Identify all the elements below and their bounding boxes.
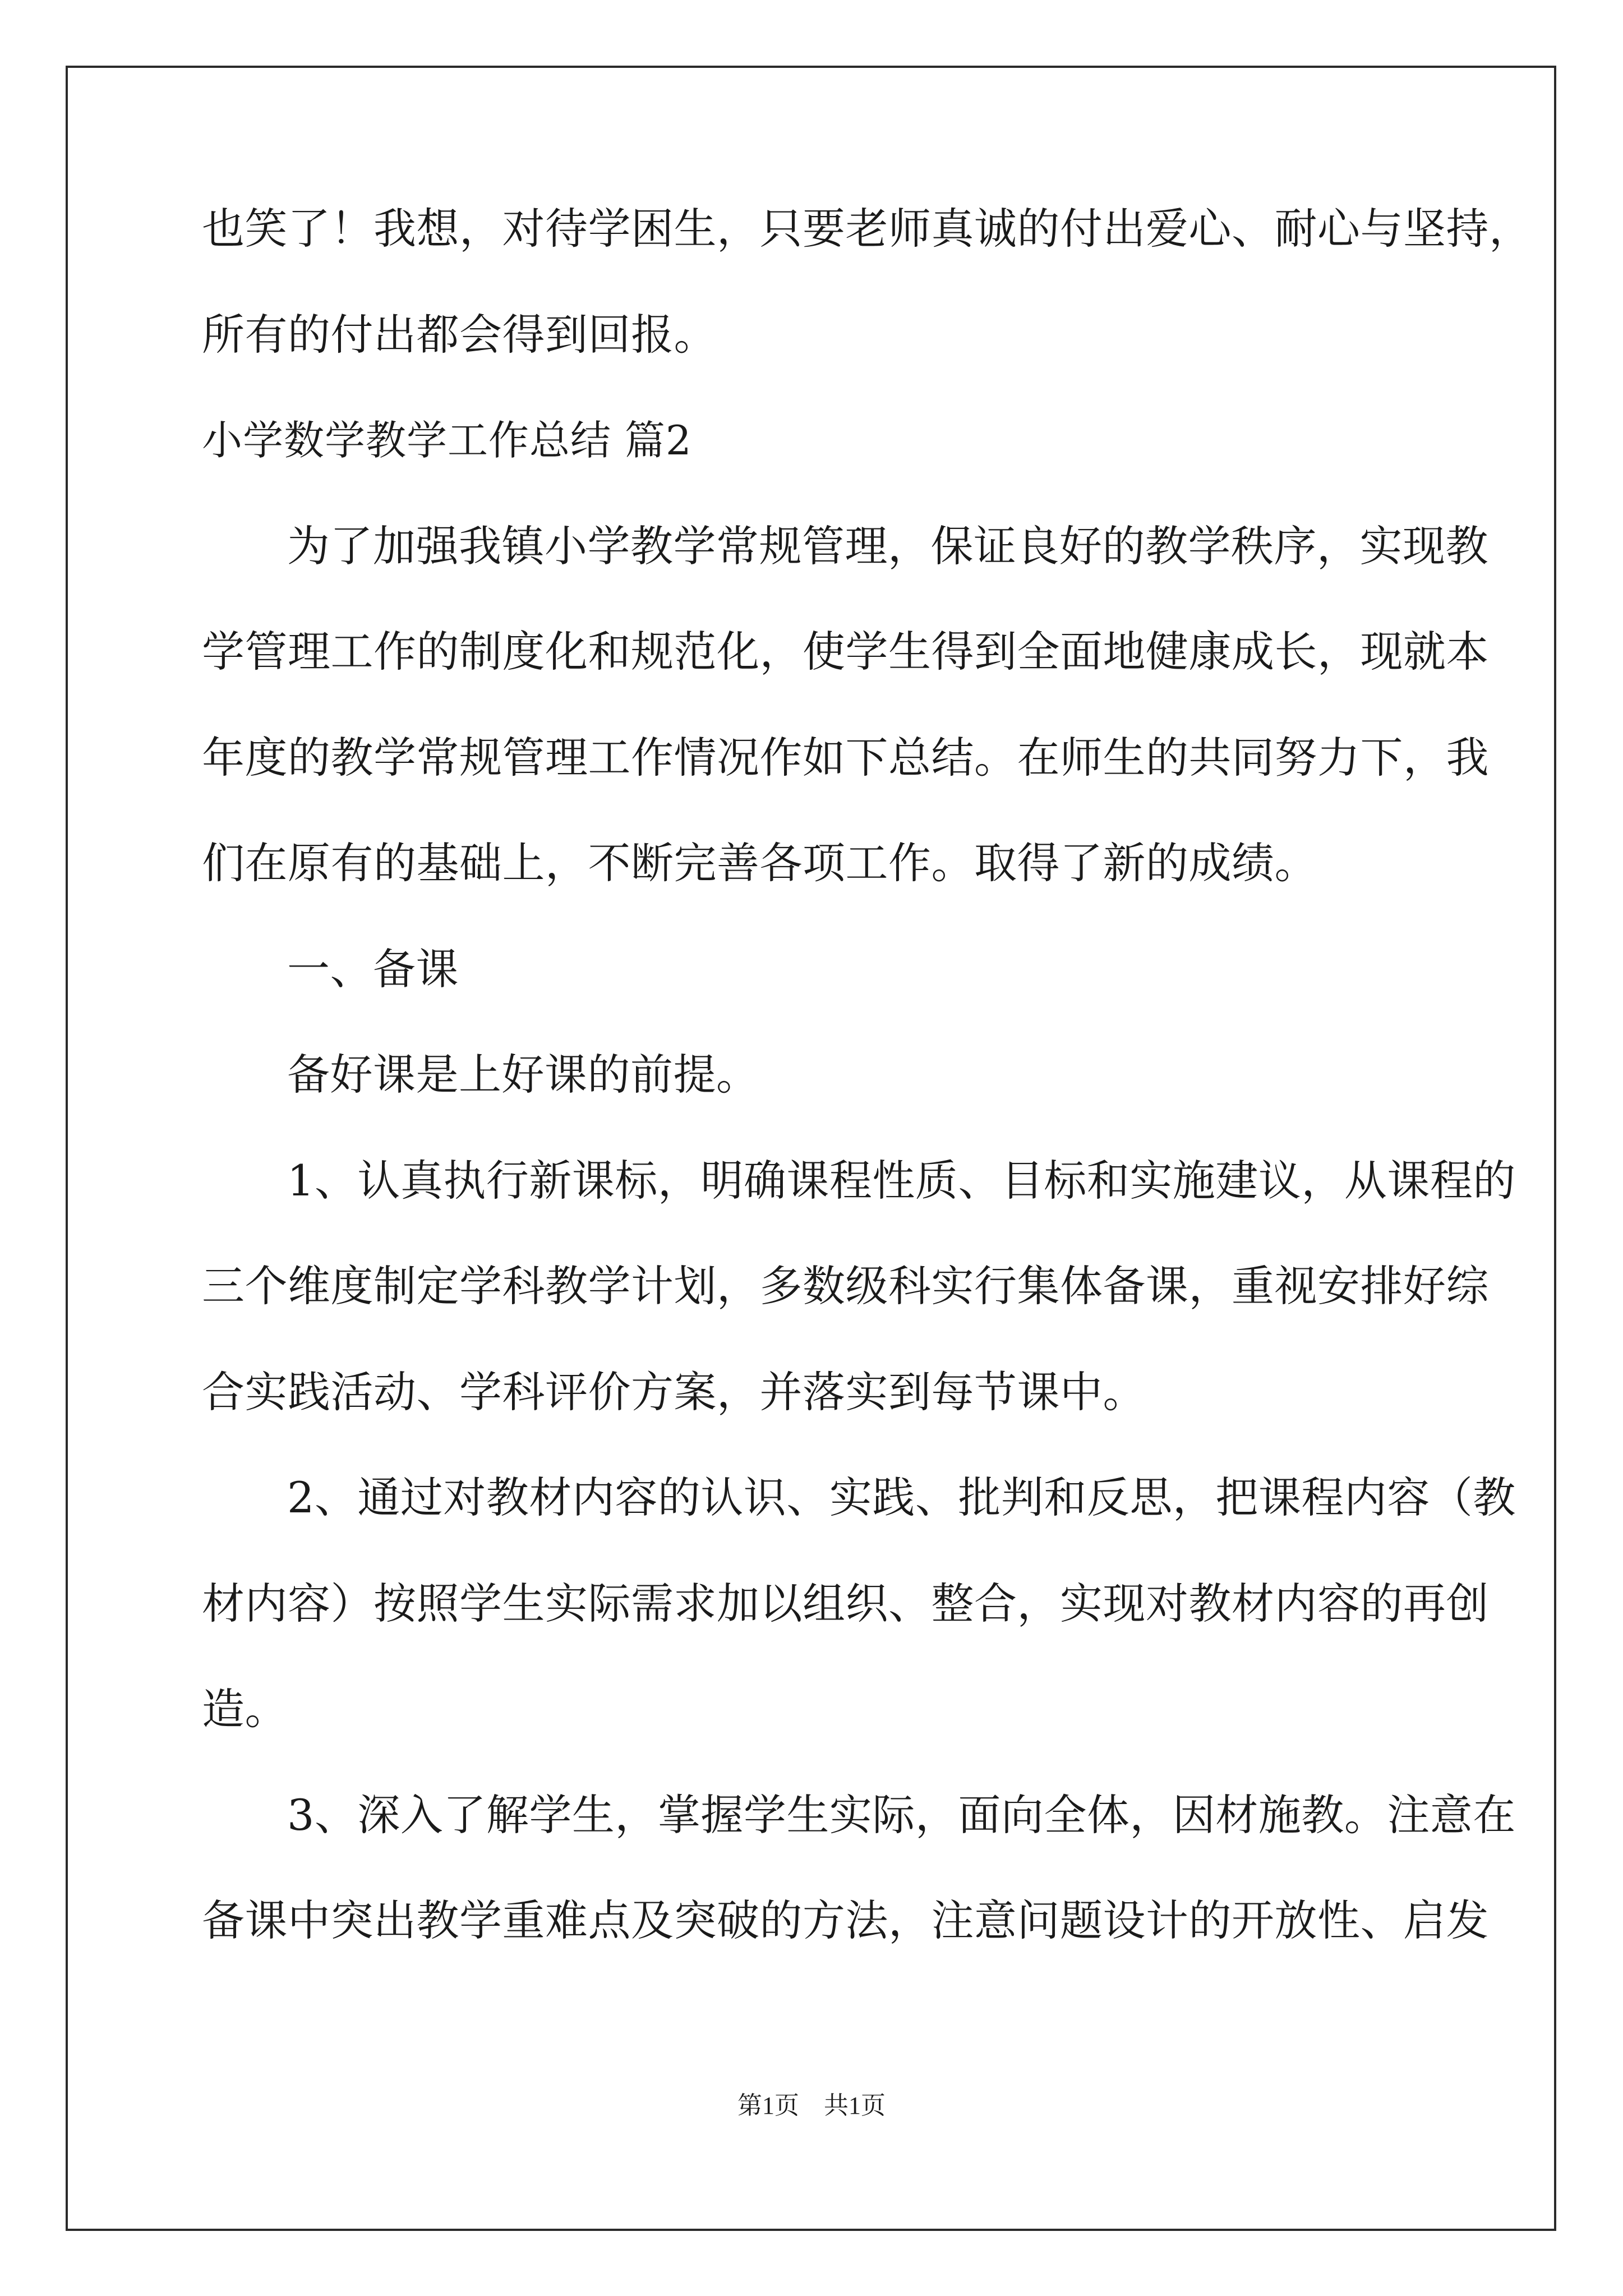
- text-line: 备课中突出教学重难点及突破的方法，注意问题设计的开放性、启发: [202, 1895, 1489, 1945]
- subheading: 一、备课: [287, 944, 459, 994]
- text-line: 造。: [202, 1684, 288, 1734]
- text-line: 1、认真执行新课标，明确课程性质、目标和实施建议，从课程的: [287, 1155, 1516, 1205]
- text-line: 3、深入了解学生，掌握学生实际，面向全体，因材施教。注意在: [287, 1789, 1516, 1840]
- page-footer: 第1页 共1页: [737, 2092, 886, 2119]
- text-line: 材内容）按照学生实际需求加以组织、整合，实现对教材内容的再创: [202, 1578, 1489, 1628]
- text-line: 为了加强我镇小学教学常规管理，保证良好的教学秩序，实现教: [287, 521, 1488, 571]
- text-line: 2、通过对教材内容的认识、实践、批判和反思，把课程内容（教: [287, 1473, 1516, 1522]
- text-line: 也笑了！我想，对待学困生，只要老师真诚的付出爱心、耐心与坚持，: [202, 204, 1532, 254]
- section-heading: 小学数学教学工作总结 篇2: [202, 417, 692, 464]
- text-line: 年度的教学常规管理工作情况作如下总结。在师生的共同努力下，我: [202, 732, 1489, 783]
- text-line: 三个维度制定学科教学计划，多数级科实行集体备课，重视安排好综: [202, 1261, 1489, 1311]
- text-line: 合实践活动、学科评价方案，并落实到每节课中。: [202, 1366, 1146, 1417]
- text-line: 所有的付出都会得到回报。: [202, 309, 717, 360]
- text-line: 备好课是上好课的前提。: [287, 1050, 759, 1099]
- text-line: 们在原有的基础上，不断完善各项工作。取得了新的成绩。: [202, 838, 1317, 888]
- text-line: 学管理工作的制度化和规范化，使学生得到全面地健康成长，现就本: [202, 627, 1489, 677]
- document-body: [202, 204, 1532, 2005]
